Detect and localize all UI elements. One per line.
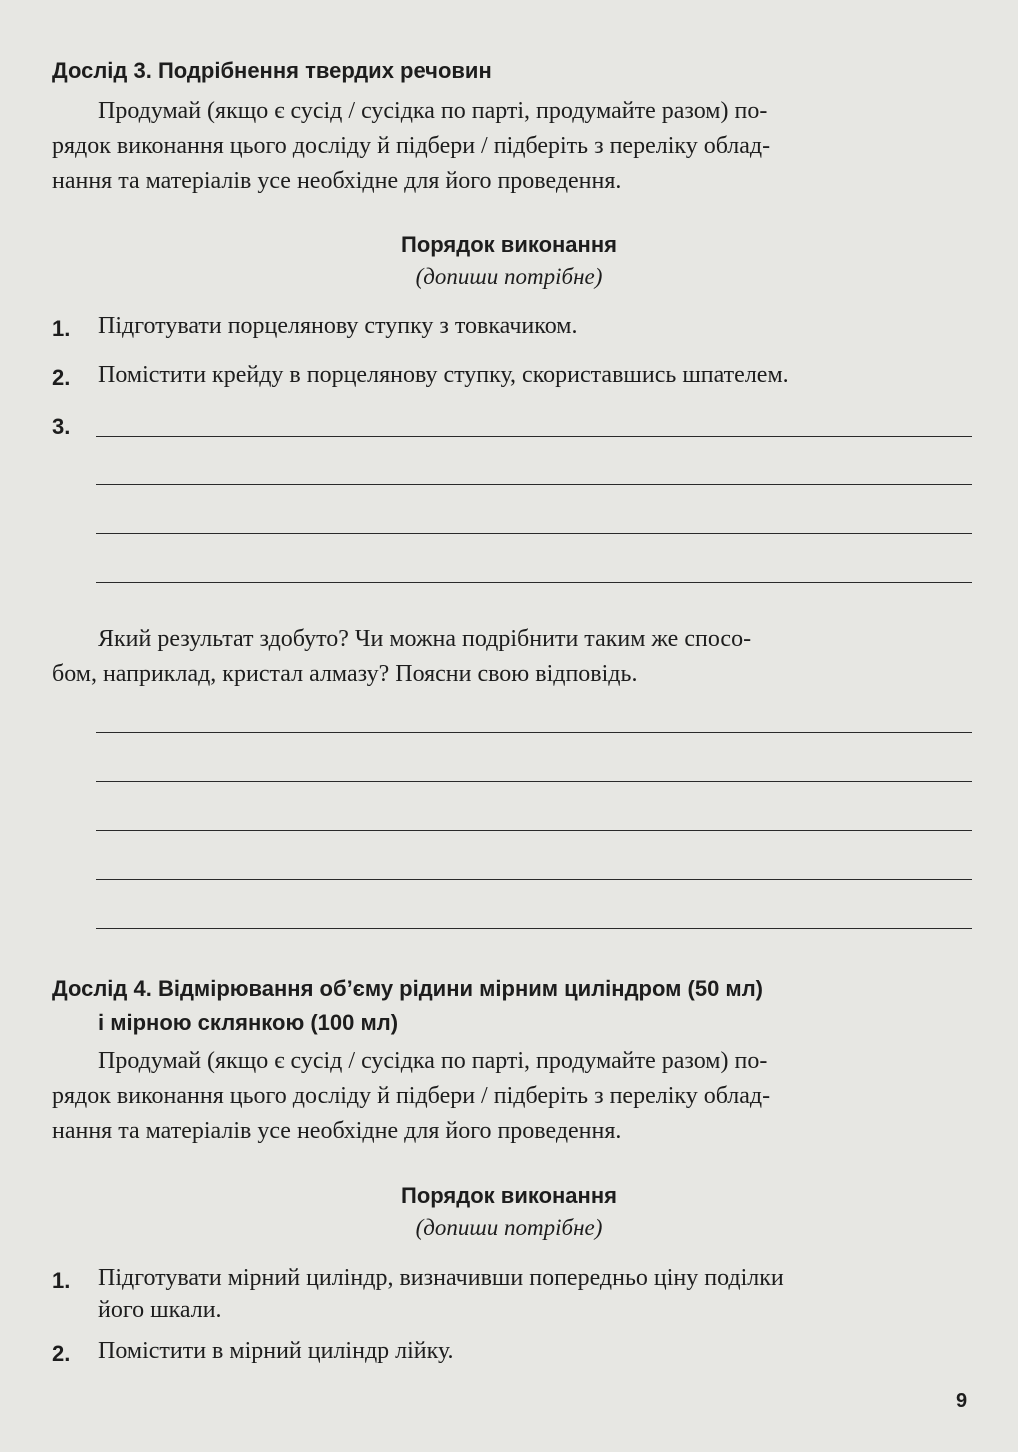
exp3-step-1-text: Підготувати порцелянову ступку з товкачиком. bbox=[98, 313, 578, 339]
exp4-label: Дослід 4. bbox=[52, 976, 152, 1001]
exp4-order-title: Порядок виконання bbox=[401, 1183, 617, 1208]
exp3-order-title: Порядок виконання bbox=[401, 232, 617, 257]
exp3-intro-line-2: рядок виконання цього досліду й підбери / підберіть з переліку облад- bbox=[52, 133, 771, 159]
page-number: 9 bbox=[956, 1390, 968, 1412]
exp3-order-note: (допиши потрібне) bbox=[415, 264, 603, 289]
exp4-step-1-line-1: Підготувати мірний циліндр, визначивши попередньо ціну поділки bbox=[98, 1265, 784, 1291]
exp3-question-answer-line-4[interactable] bbox=[96, 879, 972, 880]
exp4-intro-line-3: нання та матеріалів усе необхідне для його проведення. bbox=[52, 1118, 622, 1144]
exp3-question-answer-line-1[interactable] bbox=[96, 732, 972, 733]
exp3-answer-line-2[interactable] bbox=[96, 484, 972, 485]
exp4-heading bbox=[52, 976, 763, 1002]
exp4-step-1-number: 1. bbox=[52, 1268, 71, 1293]
exp3-answer-line-4[interactable] bbox=[96, 582, 972, 583]
exp3-heading bbox=[52, 58, 492, 84]
exp3-question-answer-line-2[interactable] bbox=[96, 781, 972, 782]
exp4-title-line-2: і мірною склянкою (100 мл) bbox=[98, 1010, 399, 1035]
exp3-step-2-number: 2. bbox=[52, 365, 71, 390]
exp3-step-3-number: 3. bbox=[52, 414, 71, 439]
exp4-step-2-line-1: Помістити в мірний циліндр лійку. bbox=[98, 1338, 454, 1364]
exp3-question-line-1: Який результат здобуто? Чи можна подрібнити таким же спосо- bbox=[98, 626, 752, 652]
exp4-step-1-line-2: його шкали. bbox=[98, 1297, 222, 1323]
exp3-step-1-number: 1. bbox=[52, 316, 71, 341]
exp4-intro-line-1: Продумай (якщо є сусід / сусідка по парті, продумайте разом) по- bbox=[98, 1048, 768, 1074]
exp3-title: Подрібнення твердих речовин bbox=[157, 58, 492, 83]
exp3-label: Дослід 3. bbox=[52, 58, 152, 83]
exp4-step-2-number: 2. bbox=[52, 1341, 71, 1366]
exp4-intro-line-2: рядок виконання цього досліду й підбери / підберіть з переліку облад- bbox=[52, 1083, 771, 1109]
exp3-step-2-text: Помістити крейду в порцелянову ступку, скориставшись шпателем. bbox=[98, 362, 789, 388]
exp3-question-answer-line-3[interactable] bbox=[96, 830, 972, 831]
exp4-order-note: (допиши потрібне) bbox=[415, 1215, 603, 1240]
exp3-intro-line-1: Продумай (якщо є сусід / сусідка по парті, продумайте разом) по- bbox=[98, 98, 768, 124]
exp4-title-line-1: Відмірювання об’єму рідини мірним циліндром (50 мл) bbox=[157, 976, 764, 1001]
exp3-answer-line-1[interactable] bbox=[96, 436, 972, 437]
exp3-question-answer-line-5[interactable] bbox=[96, 928, 972, 929]
exp3-question-line-2: бом, наприклад, кристал алмазу? Поясни свою відповідь. bbox=[52, 661, 638, 687]
exp3-answer-line-3[interactable] bbox=[96, 533, 972, 534]
exp3-intro-line-3: нання та матеріалів усе необхідне для його проведення. bbox=[52, 168, 622, 194]
